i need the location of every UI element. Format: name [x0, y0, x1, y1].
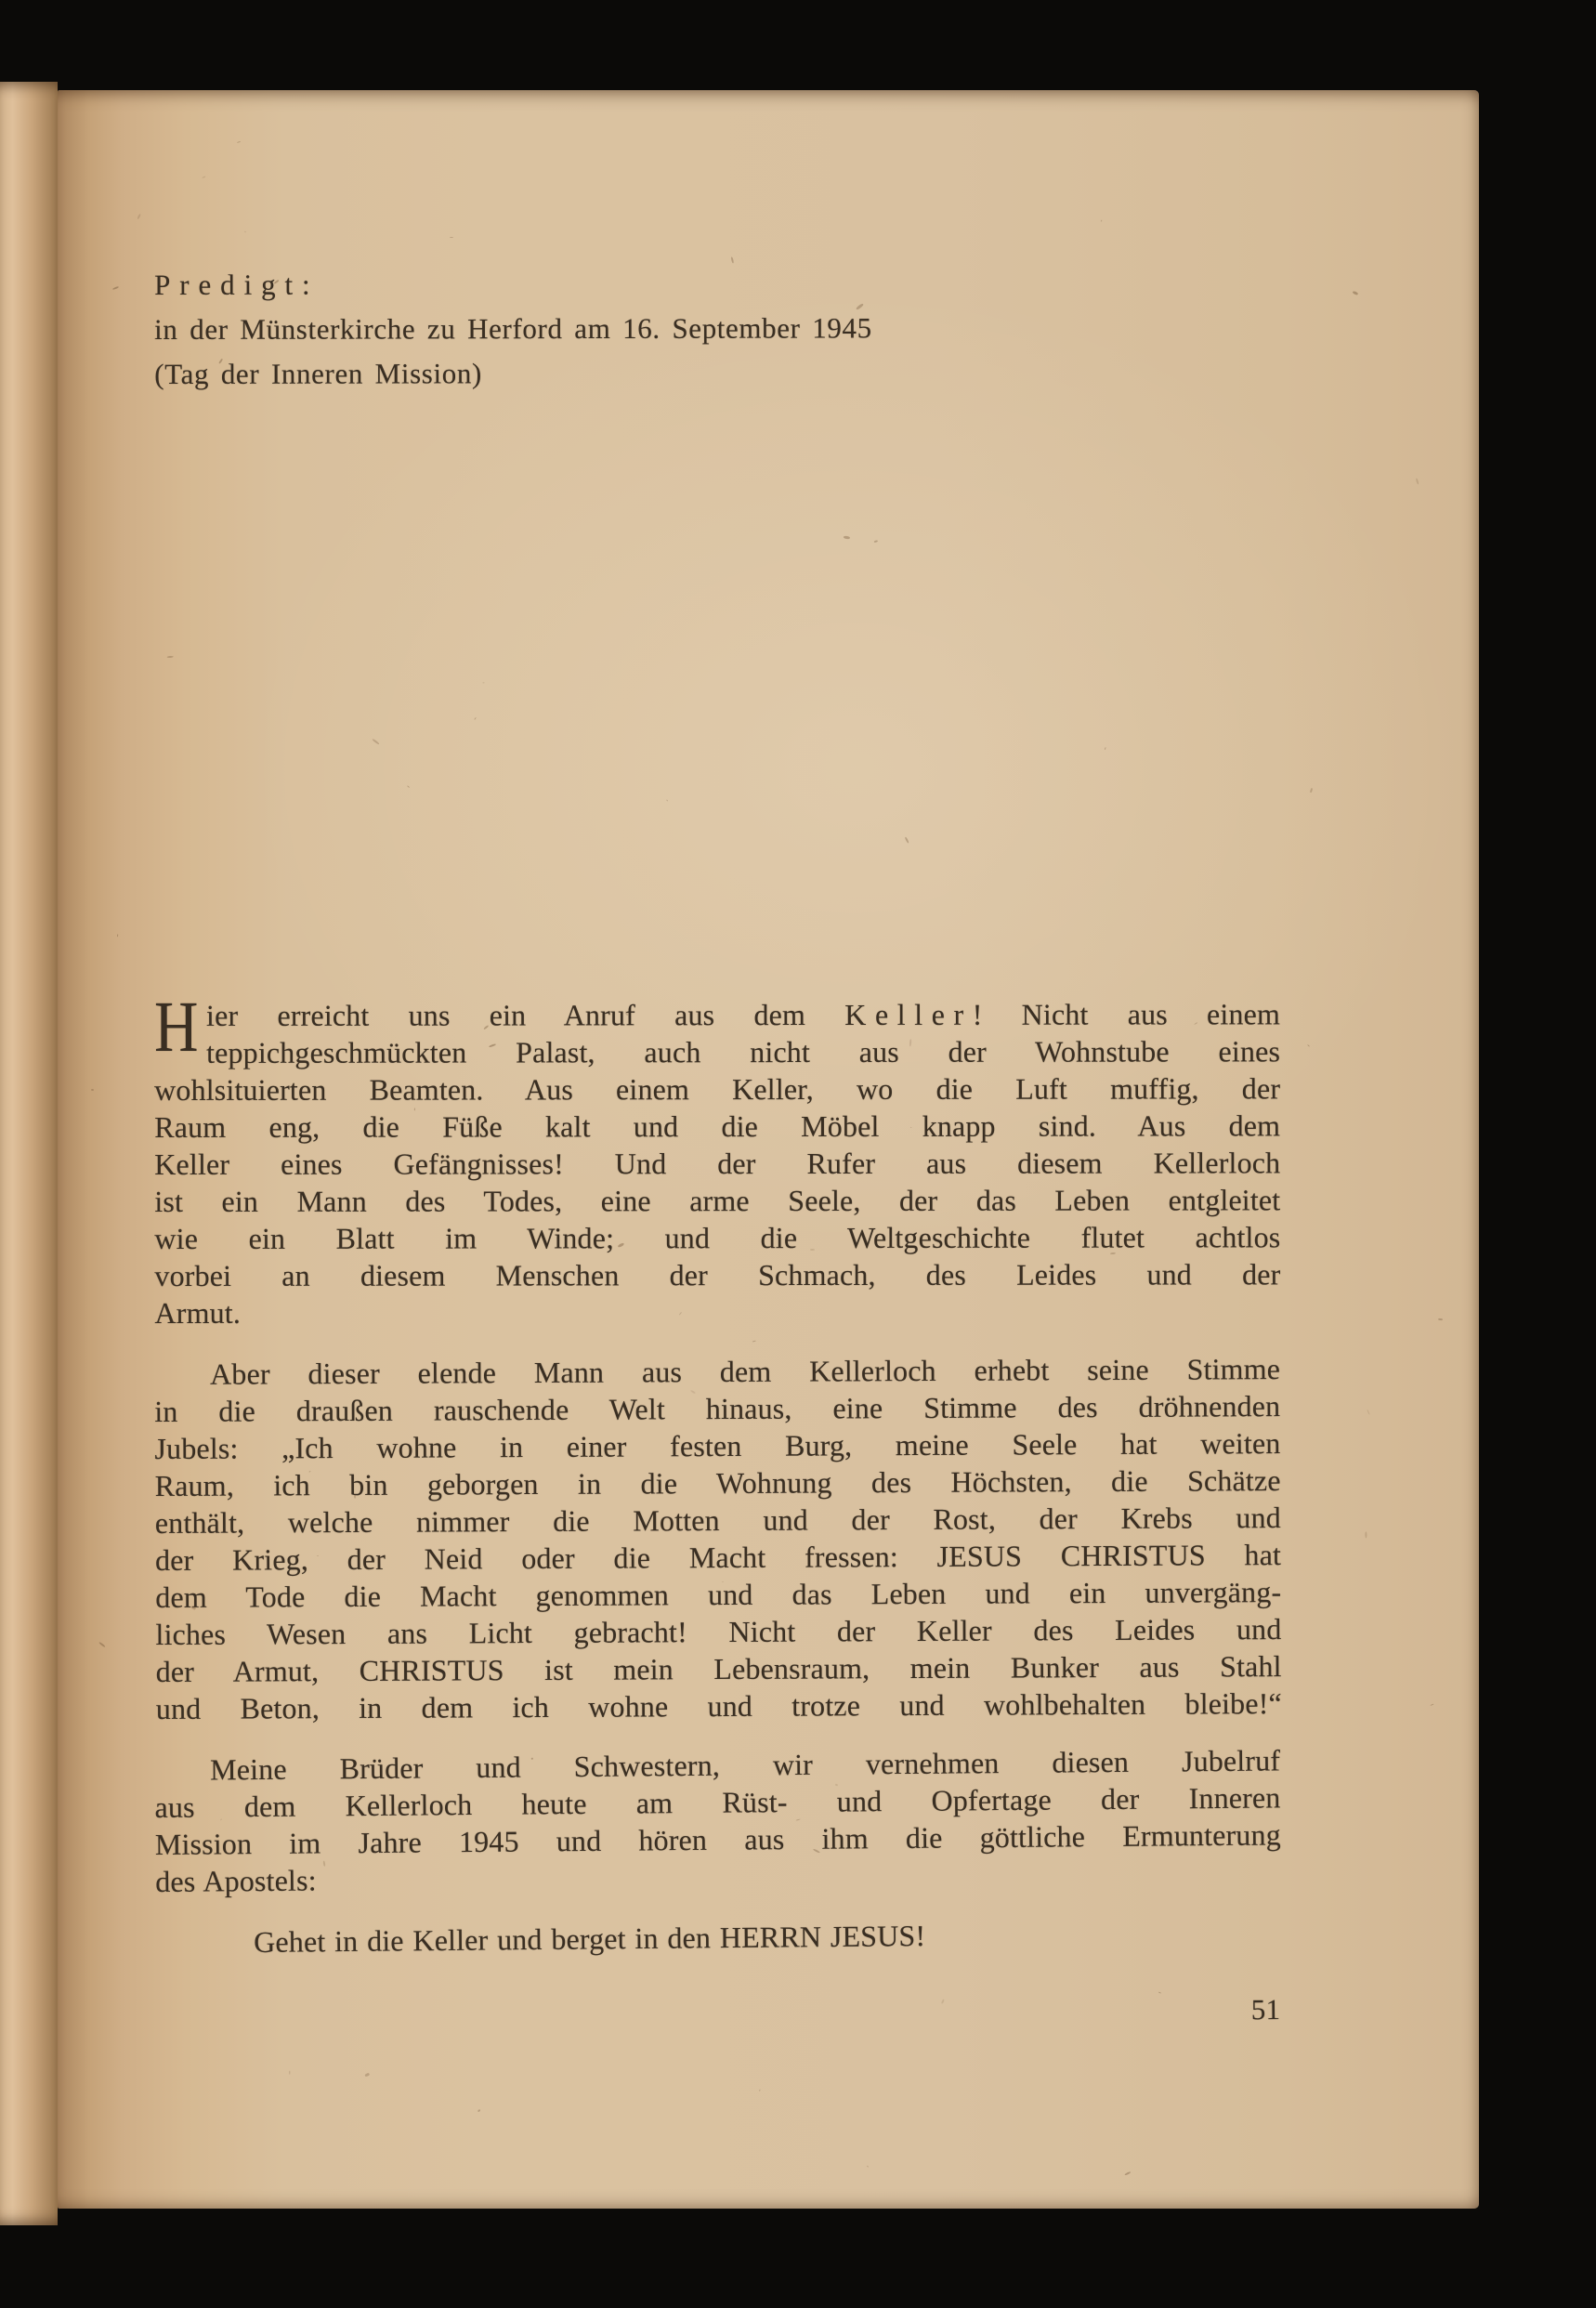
- paper-speck: [289, 2071, 290, 2075]
- paper-speck: [365, 2073, 370, 2077]
- paper-speck: [1416, 478, 1419, 484]
- text-line: [156, 1647, 1282, 1690]
- text-segment: Jubels: „Ich wohne in einer festen Burg, meine Seele hat weiten: [154, 1426, 1281, 1465]
- text-line: [155, 1610, 1281, 1653]
- text-line: [154, 1069, 1280, 1108]
- paper-speck: [1430, 1703, 1434, 1706]
- paragraph: [154, 1741, 1281, 1900]
- text-segment: Nicht aus einem: [982, 997, 1281, 1031]
- book-page: [58, 90, 1479, 2209]
- paragraph: [154, 1350, 1282, 1727]
- text-line: [154, 995, 1280, 1034]
- text-line: [154, 1292, 1280, 1331]
- text-segment: aus dem Kellerloch heute am Rüst- und Opfertage der Inneren: [154, 1780, 1281, 1824]
- text-line: [154, 1350, 1280, 1393]
- text-segment: Armut.: [154, 1295, 242, 1330]
- drop-cap: H: [153, 985, 199, 1067]
- paper-speck: [98, 1642, 105, 1647]
- text-segment: der Krieg, der Neid oder die Macht fressen: JESUS CHRISTUS hat: [154, 1538, 1282, 1577]
- sermon-occasion: (Tag der Inneren Mission): [154, 357, 482, 390]
- letterspaced-text: Keller!: [844, 997, 992, 1031]
- paper-speck: [407, 785, 410, 788]
- text-line: [155, 1462, 1281, 1504]
- text-segment: Gehet in die Keller und berget in den HERRN JESUS!: [254, 1919, 926, 1959]
- text-segment: wie ein Blatt im Winde; und die Weltgeschichte flutet achtlos: [154, 1220, 1281, 1255]
- text-segment: dem Tode die Macht genommen und das Leben und ein unvergäng-: [155, 1575, 1282, 1614]
- text-segment: Keller eines Gefängnisses! Und der Rufer aus diesem Kellerloch: [154, 1146, 1281, 1181]
- paper-speck: [1438, 1318, 1443, 1321]
- text-segment: enthält, welche nimmer die Motten und der Rost, der Krebs und: [154, 1501, 1281, 1540]
- text-line: [154, 1424, 1280, 1467]
- text-segment: ist ein Mann des Todes, eine arme Seele, der das Leben entgleitet: [154, 1183, 1281, 1218]
- paper-speck: [117, 934, 119, 937]
- text-segment: wohlsituierten Beamten. Aus einem Keller, wo die Luft muffig, der: [154, 1071, 1281, 1107]
- text-segment: des Apostels:: [155, 1863, 317, 1898]
- paper-speck: [1101, 220, 1103, 222]
- paper-speck: [1353, 291, 1359, 295]
- facing-page-edge: [0, 82, 58, 2225]
- text-segment: Aber dieser elende Mann aus dem Kellerloch erhebt seine Stimme: [210, 1352, 1281, 1391]
- sermon-header: [154, 260, 1280, 397]
- text-line: [154, 1218, 1280, 1257]
- paper-speck: [1104, 747, 1105, 750]
- text-segment: vorbei an diesem Menschen der Schmach, des Leides und der: [154, 1257, 1281, 1292]
- text-segment: und Beton, in dem ich wohne und trotze und wohlbehalten bleibe!“: [155, 1686, 1282, 1725]
- sermon-title: Predigt:: [154, 268, 320, 301]
- text-line: [154, 1107, 1280, 1146]
- text-line: [155, 1499, 1281, 1541]
- paragraph: [154, 1913, 1280, 1961]
- text-segment: Raum, ich bin geborgen in die Wohnung des Höchsten, die Schätze: [154, 1463, 1281, 1502]
- text-line: [155, 1573, 1281, 1616]
- paper-speck: [759, 2090, 761, 2092]
- paper-speck: [137, 214, 141, 219]
- paper-speck: [867, 2166, 869, 2168]
- text-segment: Mission im Jahre 1945 und hören aus ihm die göttliche Ermunterung: [154, 1817, 1281, 1861]
- sermon-location-date: in der Münsterkirche zu Herford am 16. September 1945: [154, 311, 872, 346]
- paper-speck: [244, 230, 246, 232]
- paper-speck: [450, 237, 453, 238]
- text-line: [156, 1685, 1282, 1727]
- text-line: [154, 1913, 1280, 1961]
- paper-speck: [1310, 788, 1313, 793]
- paper-speck: [1367, 1410, 1370, 1415]
- text-line: [155, 1536, 1281, 1579]
- paper-speck: [1366, 1531, 1367, 1538]
- paper-speck: [1307, 1044, 1310, 1047]
- paper-speck: [474, 717, 477, 720]
- text-segment: der Armut, CHRISTUS ist mein Lebensraum, mein Bunker aus Stahl: [155, 1649, 1282, 1688]
- text-segment: teppichgeschmückten Palast, auch nicht aus der Wohnstube eines: [206, 1034, 1281, 1069]
- text-segment: in die draußen rauschende Welt hinaus, eine Stimme des dröhnenden: [154, 1389, 1281, 1428]
- paper-speck: [844, 535, 850, 539]
- paper-speck: [477, 2109, 481, 2112]
- text-segment: liches Wesen ans Licht gebracht! Nicht der Keller des Leides und: [155, 1612, 1282, 1651]
- paragraph: [153, 985, 1281, 1331]
- paper-speck: [666, 799, 668, 801]
- text-line: [154, 1144, 1280, 1183]
- text-segment: Meine Brüder und Schwestern, wir vernehmen diesen Jubelruf: [210, 1743, 1281, 1787]
- paper-speck: [237, 140, 241, 143]
- text-segment: ier erreicht uns ein Anruf aus dem: [206, 997, 845, 1032]
- paper-speck: [202, 176, 206, 178]
- paper-speck: [372, 739, 379, 745]
- text-line: [154, 1387, 1280, 1430]
- page-number: 51: [1250, 1993, 1281, 2026]
- paper-speck: [167, 656, 174, 658]
- paper-speck: [905, 837, 909, 844]
- text-line: [154, 1032, 1280, 1071]
- paper-speck: [874, 540, 878, 543]
- text-line: [154, 1181, 1280, 1220]
- body-text: [153, 985, 1282, 2028]
- paper-speck: [483, 682, 485, 683]
- text-segment: Raum eng, die Füße kalt und die Möbel knapp sind. Aus dem: [154, 1108, 1281, 1144]
- paper-speck: [91, 1089, 94, 1092]
- text-line: [154, 1255, 1280, 1294]
- paper-speck: [1124, 2171, 1132, 2176]
- paper-speck: [112, 286, 119, 290]
